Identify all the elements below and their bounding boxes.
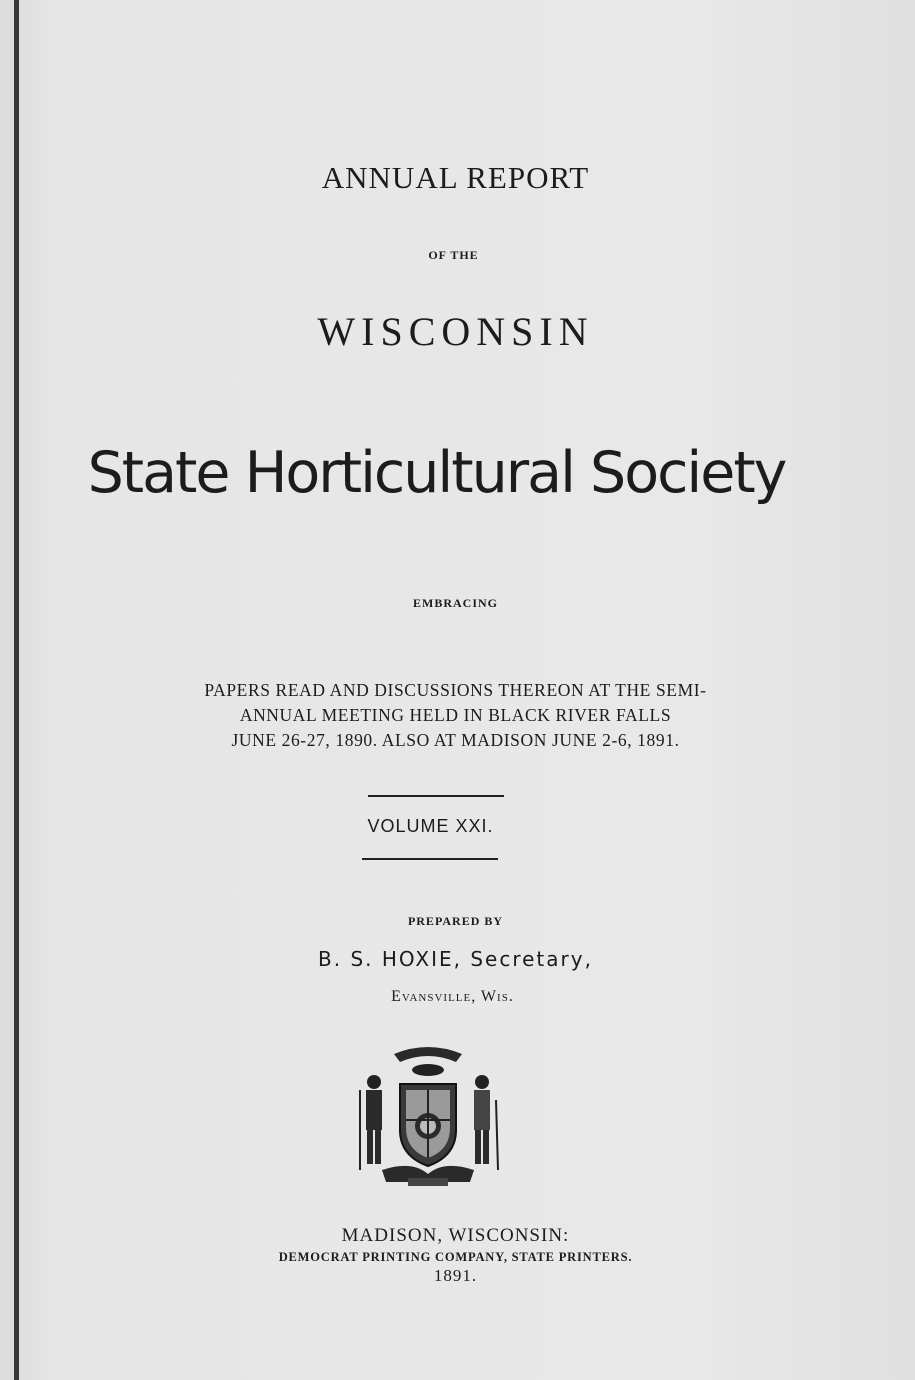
imprint-year: 1891. xyxy=(433,1266,478,1285)
society-name: State Horticultural Society xyxy=(87,440,786,506)
imprint-place: MADISON, WISCONSIN: xyxy=(341,1225,570,1246)
author-location: Evansville, Wis. xyxy=(391,988,514,1005)
papers-line-3: JUNE 26-27, 1890. ALSO AT MADISON JUNE 2-6, 1891. xyxy=(231,730,680,750)
volume-number: VOLUME XXI. xyxy=(367,816,494,836)
wisconsin-seal-icon xyxy=(352,1040,504,1192)
prepared-by-label: PREPARED BY xyxy=(407,914,504,928)
papers-line-1: PAPERS READ AND DISCUSSIONS THEREON AT THE SEMI- xyxy=(204,680,707,700)
papers-line-2: ANNUAL MEETING HELD IN BLACK RIVER FALLS xyxy=(239,705,672,725)
state-name: WISCONSIN xyxy=(317,309,594,354)
of-the-label: OF THE xyxy=(428,248,479,262)
imprint-printer: DEMOCRAT PRINTING COMPANY, STATE PRINTERS. xyxy=(278,1250,633,1264)
papers-description xyxy=(0,678,913,753)
divider-rule xyxy=(362,858,498,860)
embracing-label: EMBRACING xyxy=(412,596,498,610)
report-title: ANNUAL REPORT xyxy=(321,160,590,195)
author-name: B. S. HOXIE, Secretary, xyxy=(318,947,593,971)
divider-rule xyxy=(368,795,504,797)
